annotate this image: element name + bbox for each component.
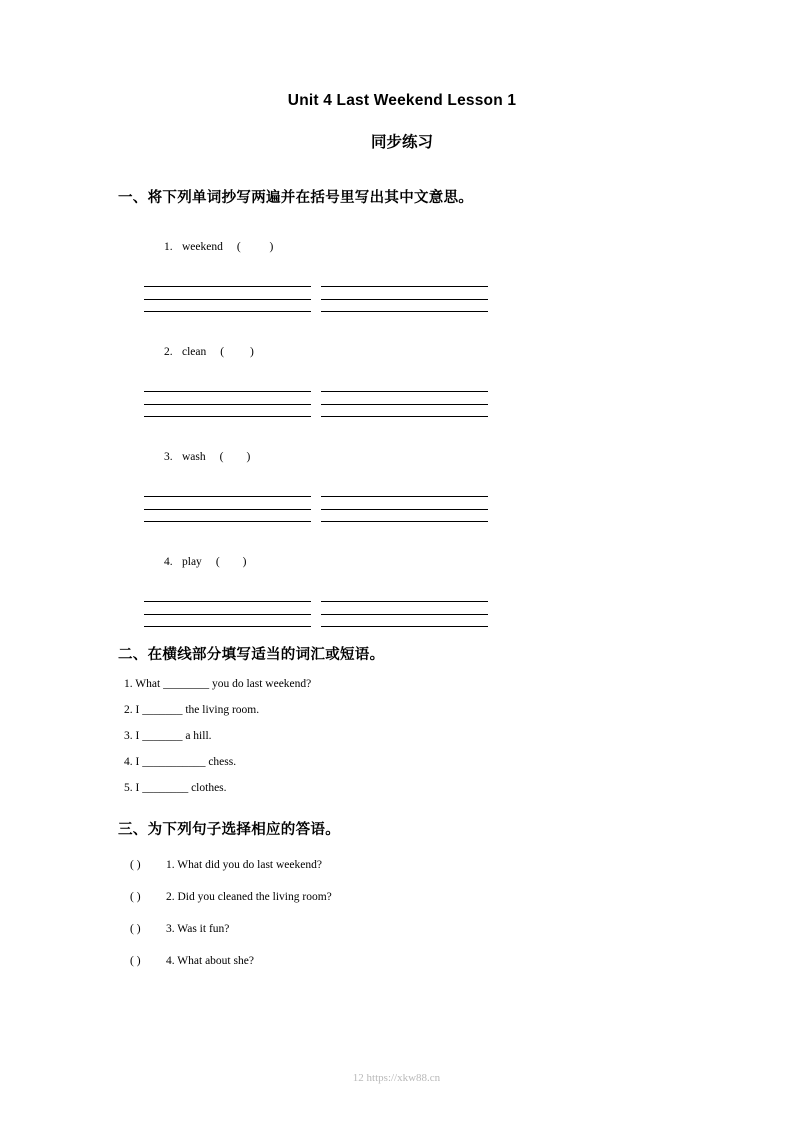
fill-item-5: 5. I ________ clothes. xyxy=(124,782,227,794)
choice-item-4 xyxy=(130,955,676,967)
writing-rules xyxy=(144,484,488,522)
word-item-word: play xyxy=(182,556,202,568)
word-item-word: clean xyxy=(182,346,207,358)
word-item-number: 1. xyxy=(164,241,173,253)
writing-rule-line xyxy=(144,602,311,615)
choice-answer-parenthesis: ( ) xyxy=(130,923,141,935)
word-item-number: 2. xyxy=(164,346,173,358)
writing-rule-line xyxy=(144,392,311,405)
fill-item-3: 3. I _______ a hill. xyxy=(124,730,212,742)
writing-rule-line xyxy=(144,405,311,417)
writing-rule-line xyxy=(144,287,311,300)
writing-rule-line xyxy=(321,287,488,300)
word-item-3 xyxy=(118,439,676,522)
writing-rule-line xyxy=(144,510,311,522)
writing-rule-line xyxy=(321,497,488,510)
word-item-2 xyxy=(118,334,676,417)
choice-item-1 xyxy=(130,859,676,871)
word-item-4 xyxy=(118,544,676,627)
writing-rule-line xyxy=(144,300,311,312)
page-subtitle: 同步练习 xyxy=(370,134,433,151)
choice-answer-parenthesis: ( ) xyxy=(130,891,141,903)
page-footer: 12 https://xkw88.cn xyxy=(352,1072,441,1084)
choice-answer-parenthesis: ( ) xyxy=(130,955,141,967)
fill-item-2: 2. I _______ the living room. xyxy=(124,704,260,716)
writing-rule-line xyxy=(321,484,488,497)
choice-question-text: 2. Did you cleaned the living room? xyxy=(166,891,332,903)
word-item-parenthesis: ( ) xyxy=(215,556,247,568)
writing-rule-line xyxy=(321,405,488,417)
writing-rule-line xyxy=(321,602,488,615)
writing-rule-line xyxy=(321,392,488,405)
word-item-number: 4. xyxy=(164,556,173,568)
worksheet-content xyxy=(118,92,676,967)
section-3-heading: 三、为下列句子选择相应的答语。 xyxy=(118,822,340,838)
choice-question-text: 3. Was it fun? xyxy=(166,923,230,935)
choice-question-text: 4. What about she? xyxy=(166,955,254,967)
choice-answer-parenthesis: ( ) xyxy=(130,859,141,871)
writing-rule-line xyxy=(321,510,488,522)
writing-rule-line xyxy=(321,300,488,312)
writing-rule-line xyxy=(144,589,311,602)
fill-item-4: 4. I ___________ chess. xyxy=(124,756,237,768)
section-2-heading: 二、在横线部分填写适当的词汇或短语。 xyxy=(118,647,385,663)
writing-rules xyxy=(144,274,488,312)
page-title: Unit 4 Last Weekend Lesson 1 xyxy=(287,92,517,109)
choice-item-2 xyxy=(130,891,676,903)
writing-rule-line xyxy=(144,274,311,287)
word-item-number: 3. xyxy=(164,451,173,463)
writing-rule-line xyxy=(321,379,488,392)
word-item-parenthesis: ( ) xyxy=(236,241,274,253)
writing-rule-line xyxy=(321,589,488,602)
writing-rule-line xyxy=(144,615,311,627)
word-item-1 xyxy=(118,229,676,312)
writing-rule-line xyxy=(144,379,311,392)
writing-rules xyxy=(144,379,488,417)
writing-rule-line xyxy=(321,274,488,287)
fill-item-1: 1. What ________ you do last weekend? xyxy=(124,678,312,690)
writing-rule-line xyxy=(144,497,311,510)
choice-question-text: 1. What did you do last weekend? xyxy=(166,859,322,871)
word-item-word: wash xyxy=(182,451,206,463)
choice-item-3 xyxy=(130,923,676,935)
writing-rule-line xyxy=(144,484,311,497)
word-item-parenthesis: ( ) xyxy=(219,451,251,463)
writing-rules xyxy=(144,589,488,627)
writing-rule-line xyxy=(321,615,488,627)
section-1-heading: 一、将下列单词抄写两遍并在括号里写出其中文意思。 xyxy=(118,190,474,206)
word-item-parenthesis: ( ) xyxy=(220,346,254,358)
word-item-word: weekend xyxy=(182,241,223,253)
